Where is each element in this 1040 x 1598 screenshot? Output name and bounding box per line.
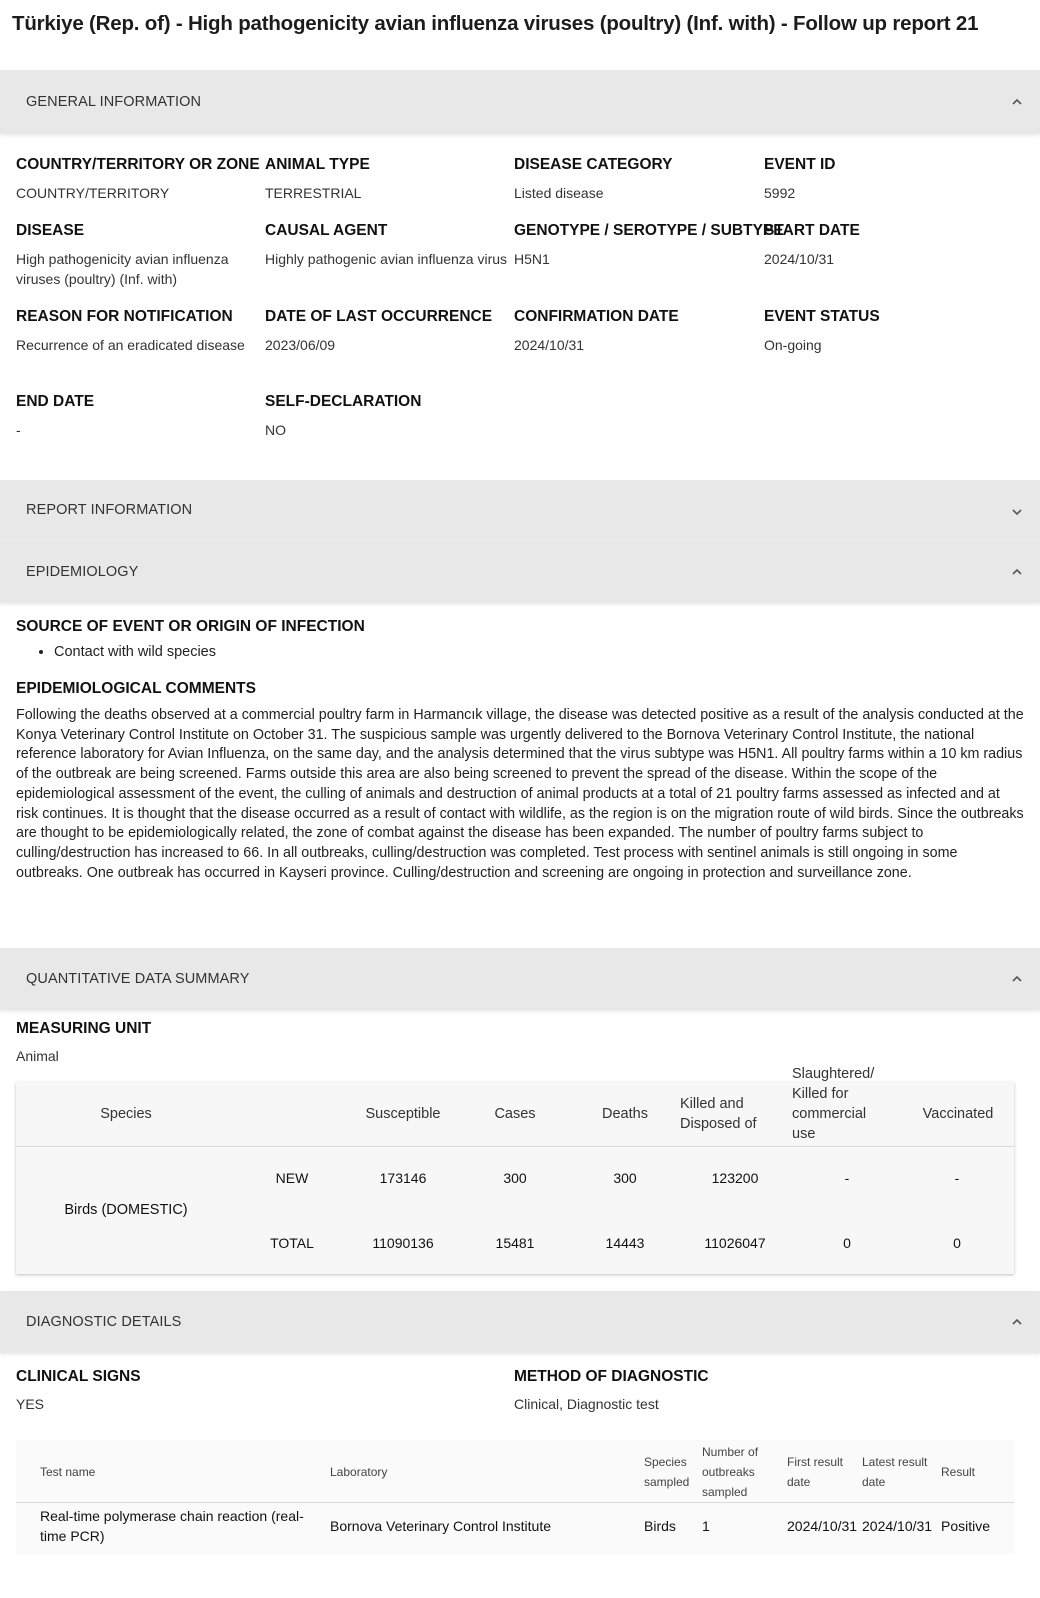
measuring-unit-heading: MEASURING UNIT xyxy=(16,1020,152,1037)
field-value: On-going xyxy=(764,337,822,353)
header-cases: Cases xyxy=(494,1106,536,1122)
row-kind: NEW xyxy=(275,1170,309,1186)
field-value: COUNTRY/TERRITORY xyxy=(16,185,170,201)
field-label: COUNTRY/TERRITORY OR ZONE xyxy=(16,156,260,173)
field-causal-agent xyxy=(265,222,515,269)
section-general-information[interactable] xyxy=(0,70,1040,134)
clinical-signs-heading: CLINICAL SIGNS xyxy=(16,1368,141,1385)
field-animal-type xyxy=(265,156,515,203)
field-start-date xyxy=(764,222,1014,269)
header-latest-result-date: Latest result date xyxy=(862,1455,928,1489)
clinical-signs-value: YES xyxy=(16,1396,45,1412)
field-event-id xyxy=(764,156,1014,203)
field-genotype xyxy=(514,222,784,269)
cell-latest-date: 2024/10/31 xyxy=(862,1518,933,1534)
section-label: EPIDEMIOLOGY xyxy=(26,564,139,580)
cell-vaccinated: - xyxy=(954,1170,960,1186)
section-label: REPORT INFORMATION xyxy=(26,502,193,518)
cell-deaths: 14443 xyxy=(605,1235,645,1251)
header-vaccinated: Vaccinated xyxy=(922,1106,994,1122)
field-value: - xyxy=(16,422,21,438)
field-value: Listed disease xyxy=(514,185,604,201)
field-value: NO xyxy=(265,422,286,438)
chevron-up-icon[interactable] xyxy=(1010,972,1024,986)
cell-susceptible: 173146 xyxy=(379,1170,427,1186)
section-quantitative-data-summary[interactable] xyxy=(0,948,1040,1010)
field-value: High pathogenicity avian influenza viruses (poultry) (Inf. with) xyxy=(16,251,229,287)
field-reason xyxy=(16,308,266,355)
section-label: GENERAL INFORMATION xyxy=(26,94,202,110)
field-label: EVENT STATUS xyxy=(764,308,880,325)
header-species: Species xyxy=(100,1106,152,1122)
section-diagnostic-details[interactable] xyxy=(0,1291,1040,1353)
header-result: Result xyxy=(941,1465,976,1479)
epidemiological-comments-heading: EPIDEMIOLOGICAL COMMENTS xyxy=(16,680,256,697)
field-label: START DATE xyxy=(764,222,860,239)
field-label: DATE OF LAST OCCURRENCE xyxy=(265,308,493,325)
quantitative-table xyxy=(16,1066,1014,1274)
field-label: ANIMAL TYPE xyxy=(265,156,370,173)
header-susceptible: Susceptible xyxy=(365,1106,441,1122)
field-confirmation-date xyxy=(514,308,764,355)
method-of-diagnostic-value: Clinical, Diagnostic test xyxy=(514,1396,659,1412)
chevron-up-icon[interactable] xyxy=(1010,1315,1024,1329)
field-label: EVENT ID xyxy=(764,156,836,173)
cell-killed: 11026047 xyxy=(704,1235,766,1251)
field-self-declaration xyxy=(265,393,515,440)
cell-cases: 15481 xyxy=(495,1235,535,1251)
section-label: QUANTITATIVE DATA SUMMARY xyxy=(26,971,250,987)
field-label: DISEASE CATEGORY xyxy=(514,156,673,173)
field-value: Recurrence of an eradicated disease xyxy=(16,337,245,353)
header-deaths: Deaths xyxy=(602,1106,648,1122)
field-value: 2024/10/31 xyxy=(764,251,835,267)
field-value: 5992 xyxy=(764,185,796,201)
header-divider xyxy=(16,1502,1014,1503)
measuring-unit-value: Animal xyxy=(16,1048,59,1064)
cell-test-name: Real-time polymerase chain reaction (real-time PCR) xyxy=(40,1508,304,1544)
cell-cases: 300 xyxy=(503,1170,527,1186)
section-label: DIAGNOSTIC DETAILS xyxy=(26,1314,182,1330)
diagnostic-table xyxy=(16,1440,1014,1554)
field-event-status xyxy=(764,308,1014,355)
field-label: SELF-DECLARATION xyxy=(265,393,422,410)
row-kind: TOTAL xyxy=(270,1235,314,1251)
header-outbreaks-sampled: Number of outbreaks sampled xyxy=(702,1445,759,1499)
section-epidemiology[interactable] xyxy=(0,541,1040,603)
field-label: DISEASE xyxy=(16,222,85,239)
field-value: H5N1 xyxy=(514,251,550,267)
chevron-down-icon[interactable] xyxy=(1010,505,1024,519)
field-disease xyxy=(16,222,266,289)
field-country xyxy=(16,156,266,203)
cell-vaccinated: 0 xyxy=(953,1235,961,1251)
section-report-information[interactable] xyxy=(0,480,1040,540)
field-disease-category xyxy=(514,156,764,203)
field-value: 2023/06/09 xyxy=(265,337,336,353)
header-species-sampled: Species sampled xyxy=(644,1455,690,1489)
species-name: Birds (DOMESTIC) xyxy=(64,1202,188,1218)
field-value: TERRESTRIAL xyxy=(265,185,362,201)
header-first-result-date: First result date xyxy=(787,1455,844,1489)
method-of-diagnostic-heading: METHOD OF DIAGNOSTIC xyxy=(514,1368,709,1385)
field-value: Highly pathogenic avian influenza virus xyxy=(265,251,508,267)
field-end-date xyxy=(16,393,266,440)
cell-susceptible: 11090136 xyxy=(372,1235,434,1251)
field-value: 2024/10/31 xyxy=(514,337,585,353)
header-test-name: Test name xyxy=(40,1465,96,1479)
field-label: REASON FOR NOTIFICATION xyxy=(16,308,233,325)
cell-species: Birds xyxy=(644,1518,676,1534)
header-divider xyxy=(16,1146,1014,1147)
cell-slaughtered: - xyxy=(844,1170,850,1186)
header-slaughtered: Slaughtered/ Killed for commercial use xyxy=(792,1066,875,1142)
field-label: END DATE xyxy=(16,393,95,410)
chevron-up-icon[interactable] xyxy=(1010,95,1024,109)
chevron-up-icon[interactable] xyxy=(1010,565,1024,579)
header-laboratory: Laboratory xyxy=(330,1465,388,1479)
cell-deaths: 300 xyxy=(613,1170,637,1186)
cell-laboratory: Bornova Veterinary Control Institute xyxy=(330,1518,552,1534)
source-list xyxy=(36,644,216,660)
cell-slaughtered: 0 xyxy=(843,1235,851,1251)
field-label: GENOTYPE / SEROTYPE / SUBTYPE xyxy=(514,222,784,239)
field-label: CAUSAL AGENT xyxy=(265,222,388,239)
cell-killed: 123200 xyxy=(711,1170,759,1186)
epidemiological-comments: Following the deaths observed at a commercial poultry farm in Harmancık village, the disease was detected positive as a result of the analysis conducted at the Konya Veterinary Control Institute on October 31. The suspicious sample was urgently delivered to the Bornova Veterinary Control Institute, the national reference laboratory for Avian Influenza, on the same day, and the analysis determined that the virus subtype was H5N1. All poultry farms within a 10 km radius of the outbreak are being screened. Farms outside this area are also being screened to prevent the spread of the disease. Within the scope of the epidemiological assessment of the event, the culling of animals and destruction of animal products at a total of 21 poultry farms assessed as infected and at risk continues. It is thought that the disease occurred as a result of contact with wildlife, as the region is on the migration route of wild birds. Since the outbreaks are thought to be epidemiologically related, the zone of combat against the disease has been expanded. The number of poultry farms subject to culling/destruction has increased to 66. In all outbreaks, culling/destruction was completed. Test process with sentinel animals is still ongoing in some outbreaks. One outbreak has occurred in Kayseri province. Culling/destruction and screening are ongoing in protection and surveillance zone. xyxy=(16,707,1024,881)
cell-first-date: 2024/10/31 xyxy=(787,1518,858,1534)
source-of-infection-heading: SOURCE OF EVENT OR ORIGIN OF INFECTION xyxy=(16,618,365,635)
cell-result: Positive xyxy=(941,1518,991,1534)
list-item: • Contact with wild species xyxy=(54,644,216,660)
cell-outbreaks: 1 xyxy=(702,1518,710,1534)
page-title: Türkiye (Rep. of) - High pathogenicity avian influenza viruses (poultry) (Inf. with) - Follow up report 21 xyxy=(12,12,979,35)
header-killed: Killed and Disposed of xyxy=(680,1096,757,1132)
field-label: CONFIRMATION DATE xyxy=(514,308,679,325)
field-last-occurrence xyxy=(265,308,515,355)
